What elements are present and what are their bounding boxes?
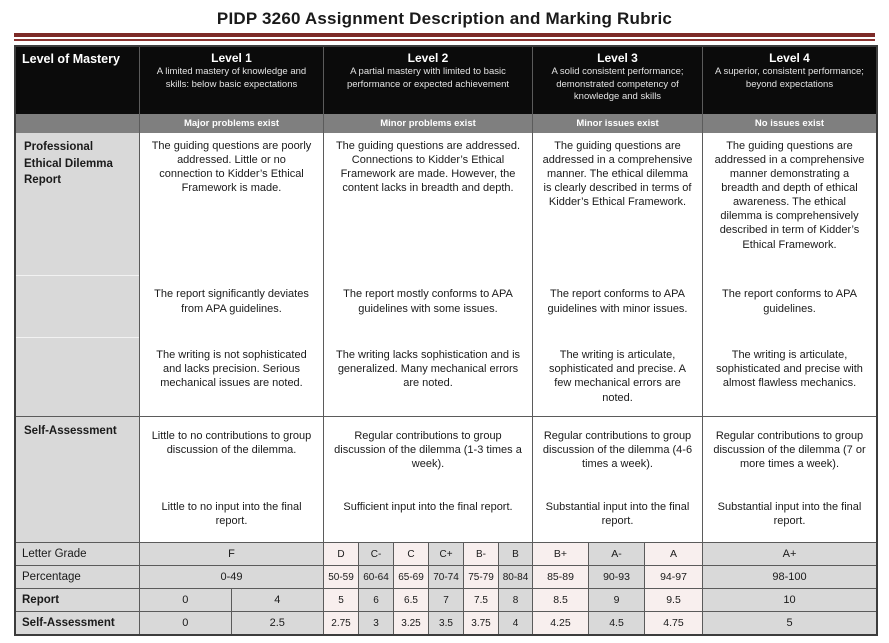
level-3-desc: A solid consistent performance; demonstrated competency of knowledge and skills xyxy=(551,66,684,103)
row-label-text: Self-Assessment xyxy=(24,425,117,437)
paragraph: Substantial input into the final report. xyxy=(717,501,862,528)
paragraph: The guiding questions are poorly addressed. Little or no connection to Kidder’s Ethical Framework is made. xyxy=(151,140,312,195)
level-1-name: Level 1 xyxy=(211,51,252,65)
header-row xyxy=(16,47,876,114)
rubric-table xyxy=(14,45,878,636)
percentage-cell: 50-59 xyxy=(324,566,359,588)
row-self-assessment-points xyxy=(16,612,876,634)
grade-cell: B xyxy=(499,543,532,565)
points-cell: 4.25 xyxy=(533,612,589,634)
grade-cell: A xyxy=(645,543,702,565)
points-cell: 4 xyxy=(499,612,532,634)
cell-sa-level-4 xyxy=(703,417,876,542)
grade-cell: B- xyxy=(464,543,499,565)
percentage-cell: 90-93 xyxy=(589,566,645,588)
report-points-label: Report xyxy=(16,589,140,611)
percentage-group-level-2 xyxy=(324,566,533,588)
faint-divider xyxy=(16,275,139,276)
cell-report-level-1 xyxy=(140,133,324,416)
sa-group-level-3 xyxy=(533,612,703,634)
percentage-cell: 94-97 xyxy=(645,566,702,588)
paragraph: The report mostly conforms to APA guidelines with some issues. xyxy=(343,288,513,315)
points-cell: 6 xyxy=(359,589,394,611)
row-report-points xyxy=(16,589,876,612)
grade-cell: A+ xyxy=(703,543,876,565)
grade-cell: C- xyxy=(359,543,394,565)
level-4-desc: A superior, consistent performance; beyond expectations xyxy=(715,66,864,90)
row-percentage xyxy=(16,566,876,589)
percentage-cell: 60-64 xyxy=(359,566,394,588)
points-cell: 5 xyxy=(324,589,359,611)
paragraph: The writing is articulate, sophisticated and precise with almost flawless mechanics. xyxy=(716,349,863,390)
header-level-of-mastery: Level of Mastery xyxy=(16,47,140,114)
faint-divider xyxy=(16,337,139,338)
paragraph: The writing lacks sophistication and is generalized. Many mechanical errors are noted. xyxy=(335,349,521,390)
row-label-self-assessment xyxy=(16,417,140,542)
issue-level-1: Major problems exist xyxy=(140,114,324,133)
points-cell: 4.75 xyxy=(645,612,702,634)
paragraph: The report significantly deviates from APA guidelines. xyxy=(154,288,309,315)
percentage-cell: 85-89 xyxy=(533,566,589,588)
report-group-level-2 xyxy=(324,589,533,611)
percentage-cell: 70-74 xyxy=(429,566,464,588)
paragraph: The guiding questions are addressed. Connections to Kidder’s Ethical Framework are made. However, the content lacks in breadth and depth. xyxy=(335,140,521,195)
paragraph: Regular contributions to group discussion of the dilemma (1-3 times a week). xyxy=(334,430,522,471)
percentage-cell: 98-100 xyxy=(703,566,876,588)
paragraph: Sufficient input into the final report. xyxy=(343,501,513,514)
points-cell: 9.5 xyxy=(645,589,702,611)
cell-report-level-3 xyxy=(533,133,703,416)
points-cell: 3.5 xyxy=(429,612,464,634)
level-3-name: Level 3 xyxy=(597,51,638,65)
issue-subheader-row xyxy=(16,114,876,133)
report-group-level-3 xyxy=(533,589,703,611)
points-cell: 3.75 xyxy=(464,612,499,634)
cell-sa-level-2 xyxy=(324,417,533,542)
percentage-cell: 75-79 xyxy=(464,566,499,588)
points-cell: 10 xyxy=(703,589,876,611)
points-cell: 0 xyxy=(140,589,232,611)
points-cell: 7 xyxy=(429,589,464,611)
paragraph: Little to no input into the final report. xyxy=(161,501,302,528)
grade-cell: C xyxy=(394,543,429,565)
row-letter-grade xyxy=(16,543,876,566)
header-level-1 xyxy=(140,47,324,114)
issue-level-3: Minor issues exist xyxy=(533,114,703,133)
grade-cell: A- xyxy=(589,543,645,565)
grade-group-level-2 xyxy=(324,543,533,565)
points-cell: 3.25 xyxy=(394,612,429,634)
points-cell: 8.5 xyxy=(533,589,589,611)
sa-group-level-2 xyxy=(324,612,533,634)
points-cell: 9 xyxy=(589,589,645,611)
letter-grade-label: Letter Grade xyxy=(16,543,140,565)
grade-cell: B+ xyxy=(533,543,589,565)
percentage-group-level-3 xyxy=(533,566,703,588)
level-4-name: Level 4 xyxy=(769,51,810,65)
header-level-2 xyxy=(324,47,533,114)
issue-level-4: No issues exist xyxy=(703,114,876,133)
paragraph: Regular contributions to group discussion of the dilemma (7 or more times a week). xyxy=(713,430,866,471)
points-cell: 5 xyxy=(703,612,876,634)
percentage-cell: 0-49 xyxy=(140,566,324,588)
points-cell: 8 xyxy=(499,589,532,611)
points-cell: 3 xyxy=(359,612,394,634)
points-cell: 4 xyxy=(232,589,324,611)
report-group-level-1 xyxy=(140,589,324,611)
points-cell: 7.5 xyxy=(464,589,499,611)
points-cell: 0 xyxy=(140,612,232,634)
grade-cell: D xyxy=(324,543,359,565)
level-2-desc: A partial mastery with limited to basic performance or expected achievement xyxy=(346,66,510,90)
paragraph: Substantial input into the final report. xyxy=(545,501,690,528)
document-title: PIDP 3260 Assignment Description and Marking Rubric xyxy=(216,9,673,28)
issue-blank xyxy=(16,114,140,133)
paragraph: The report conforms to APA guidelines. xyxy=(722,288,857,315)
title-divider-rule xyxy=(14,33,875,41)
points-cell: 2.5 xyxy=(232,612,324,634)
paragraph: The guiding questions are addressed in a comprehensive manner demonstrating a breadth and depth of ethical awareness. The ethical dilemma is comprehensively described in term of Kidder’s Ethical Framework. xyxy=(714,140,865,251)
sa-points-label: Self-Assessment xyxy=(16,612,140,634)
paragraph: Regular contributions to group discussion of the dilemma (4-6 times a week). xyxy=(542,430,693,471)
paragraph: The guiding questions are addressed in a comprehensive manner. The ethical dilemma is clearly described in terms of Kidder’s Ethical Framework. xyxy=(542,140,693,209)
row-self-assessment xyxy=(16,417,876,543)
paragraph: The report conforms to APA guidelines with minor issues. xyxy=(547,288,688,315)
grade-group-level-3 xyxy=(533,543,703,565)
header-level-3 xyxy=(533,47,703,114)
level-2-name: Level 2 xyxy=(407,51,449,65)
paragraph: The writing is not sophisticated and lacks precision. Serious mechanical issues are noted. xyxy=(156,349,307,390)
row-ethical-dilemma-report xyxy=(16,133,876,417)
row-label-ethical-dilemma xyxy=(16,133,140,416)
percentage-label: Percentage xyxy=(16,566,140,588)
cell-report-level-4 xyxy=(703,133,876,416)
points-cell: 6.5 xyxy=(394,589,429,611)
points-cell: 4.5 xyxy=(589,612,645,634)
issue-level-2: Minor problems exist xyxy=(324,114,533,133)
percentage-cell: 80-84 xyxy=(499,566,532,588)
paragraph: Little to no contributions to group discussion of the dilemma. xyxy=(151,430,312,457)
percentage-cell: 65-69 xyxy=(394,566,429,588)
paragraph: The writing is articulate, sophisticated and precise. A few mechanical errors are noted. xyxy=(549,349,686,404)
grade-cell: F xyxy=(140,543,324,565)
row-label-text: Professional Ethical Dilemma Report xyxy=(24,141,113,187)
level-1-desc: A limited mastery of knowledge and skills: below basic expectations xyxy=(156,66,307,90)
sa-group-level-1 xyxy=(140,612,324,634)
points-cell: 2.75 xyxy=(324,612,359,634)
header-level-4 xyxy=(703,47,876,114)
cell-report-level-2 xyxy=(324,133,533,416)
grade-cell: C+ xyxy=(429,543,464,565)
cell-sa-level-1 xyxy=(140,417,324,542)
cell-sa-level-3 xyxy=(533,417,703,542)
